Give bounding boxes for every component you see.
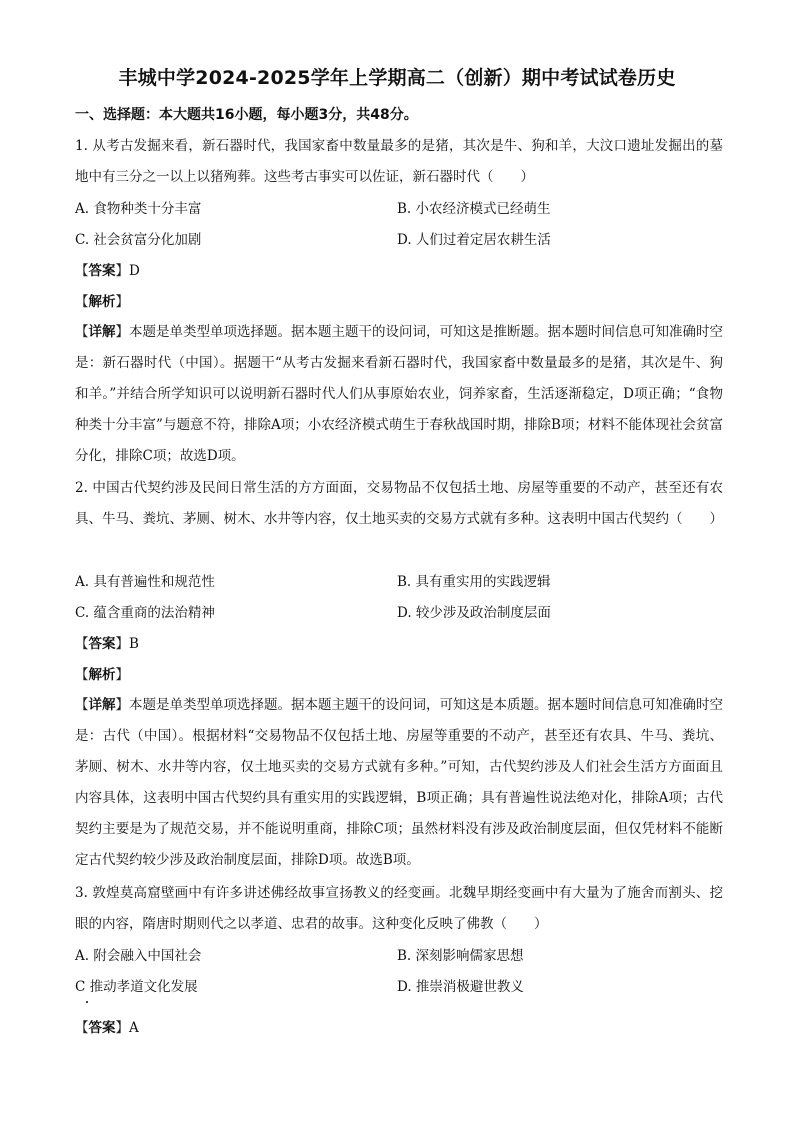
q1-detail: 【详解】本题是单类型单项选择题。据本题主题干的设问词，可知这是推断题。据本题时间信息可知准确时空是：新石器时代（中国）。据题干“从考古发掘来看新石器时代，我国家畜中数量最多的是猪，其次是牛、狗和羊。”并结合所学知识可以说明新石器时代人们从事原始农业，饲养家畜，生活逐渐稳定，D项正确；“食物种类十分丰富”与题意不符，排除A项；小农经济模式萌生于春秋战国时期，排除B项；材料不能体现社会贫富分化，排除C项；故选D项。 [75,324,723,464]
analysis-label: 解析 [88,667,116,683]
q2-option-c: C. 蕴含重商的法治精神 [75,605,215,621]
detail-label: 详解 [88,324,116,340]
q1-option-a: A. 食物种类十分丰富 [75,201,202,217]
analysis-label: 解析 [88,294,116,310]
q1-option-b: B. 小农经济模式已经萌生 [397,201,551,217]
question-1-stem: 1. 从考古发掘来看，新石器时代，我国家畜中数量最多的是猪，其次是牛、狗和羊，大汶口遗址发掘出的墓地中有三分之一以上以猪殉葬。这些考古事实可以佐证，新石器时代（ ） [75,138,723,185]
q2-detail: 【详解】本题是单类型单项选择题。据本题主题干的设问词，可知这是本质题。据本题时间信息可知准确时空是：古代（中国）。根据材料“交易物品不仅包括土地、房屋等重要的不动产，甚至还有农具、牛马、粪坑、茅厕、树木、水井等内容，仅土地买卖的交易方式就有多种。”可知，古代契约涉及人们社会生活方方面面且内容具体，这表明中国古代契约具有重实用的实践逻辑，B项正确；具有普遍性说法绝对化，排除A项；古代契约主要是为了规范交易，并不能说明重商，排除C项；虽然材料没有涉及政治制度层面，但仅凭材料不能断定古代契约较少涉及政治制度层面，排除D项。故选B项。 [75,697,723,868]
q3-option-c: C 推动孝道文化发展 [75,979,198,995]
question-2-stem: 2. 中国古代契约涉及民间日常生活的方方面面，交易物品不仅包括土地、房屋等重要的不动产，甚至还有农具、牛马、粪坑、茅厕、树木、水井等内容，仅土地买卖的交易方式就有多种。这表明中国古代契约（ ） [75,480,723,527]
answer-label: 答案 [88,263,116,279]
q3-option-b: B. 深刻影响儒家思想 [397,948,524,964]
q1-analysis-label: 【解析】 [75,294,129,310]
q2-answer: 【答案】B [75,636,139,652]
q1-option-c: C. 社会贫富分化加剧 [75,232,202,248]
page-title: 丰城中学2024-2025学年上学期高二（创新）期中考试试卷历史 [118,67,676,89]
stray-dot [86,1001,88,1003]
detail-label: 详解 [88,697,116,713]
q3-option-d: D. 推崇消极避世教义 [397,979,524,995]
answer-label: 答案 [88,1020,116,1036]
q1-option-d: D. 人们过着定居农耕生活 [397,232,551,248]
question-3-stem: 3. 敦煌莫高窟壁画中有许多讲述佛经故事宣扬教义的经变画。北魏早期经变画中有大量为了施舍而割头、挖眼的内容，隋唐时期则代之以孝道、忠君的故事。这种变化反映了佛教（ ） [75,885,723,932]
q2-option-a: A. 具有普遍性和规范性 [75,574,215,590]
q2-analysis-label: 【解析】 [75,667,129,683]
q2-detail-text: 本题是单类型单项选择题。据本题主题干的设问词，可知这是本质题。据本题时间信息可知准确时空是：古代（中国）。根据材料“交易物品不仅包括土地、房屋等重要的不动产，甚至还有农具、牛马、粪坑、茅厕、树木、水井等内容，仅土地买卖的交易方式就有多种。”可知，古代契约涉及人们社会生活方方面面且内容具体，这表明中国古代契约具有重实用的实践逻辑，B项正确；具有普遍性说法绝对化，排除A项；古代契约主要是为了规范交易，并不能说明重商，排除C项；虽然材料没有涉及政治制度层面，但仅凭材料不能断定古代契约较少涉及政治制度层面，排除D项。故选B项。 [75,697,723,868]
q2-option-d: D. 较少涉及政治制度层面 [397,605,551,621]
q3-option-a: A. 附会融入中国社会 [75,948,202,964]
q2-option-b: B. 具有重实用的实践逻辑 [397,574,551,590]
q3-answer-value: A [129,1020,139,1036]
q3-answer: 【答案】A [75,1020,139,1036]
section-heading: 一、选择题：本大题共16小题，每小题3分，共48分。 [75,107,418,123]
q1-answer: 【答案】D [75,263,140,279]
q1-answer-value: D [129,263,140,279]
answer-label: 答案 [88,636,116,652]
q2-answer-value: B [129,636,139,652]
q1-detail-text: 本题是单类型单项选择题。据本题主题干的设问词，可知这是推断题。据本题时间信息可知准确时空是：新石器时代（中国）。据题干“从考古发掘来看新石器时代，我国家畜中数量最多的是猪，其次是牛、狗和羊。”并结合所学知识可以说明新石器时代人们从事原始农业，饲养家畜，生活逐渐稳定，D项正确；“食物种类十分丰富”与题意不符，排除A项；小农经济模式萌生于春秋战国时期，排除B项；材料不能体现社会贫富分化，排除C项；故选D项。 [75,324,723,464]
